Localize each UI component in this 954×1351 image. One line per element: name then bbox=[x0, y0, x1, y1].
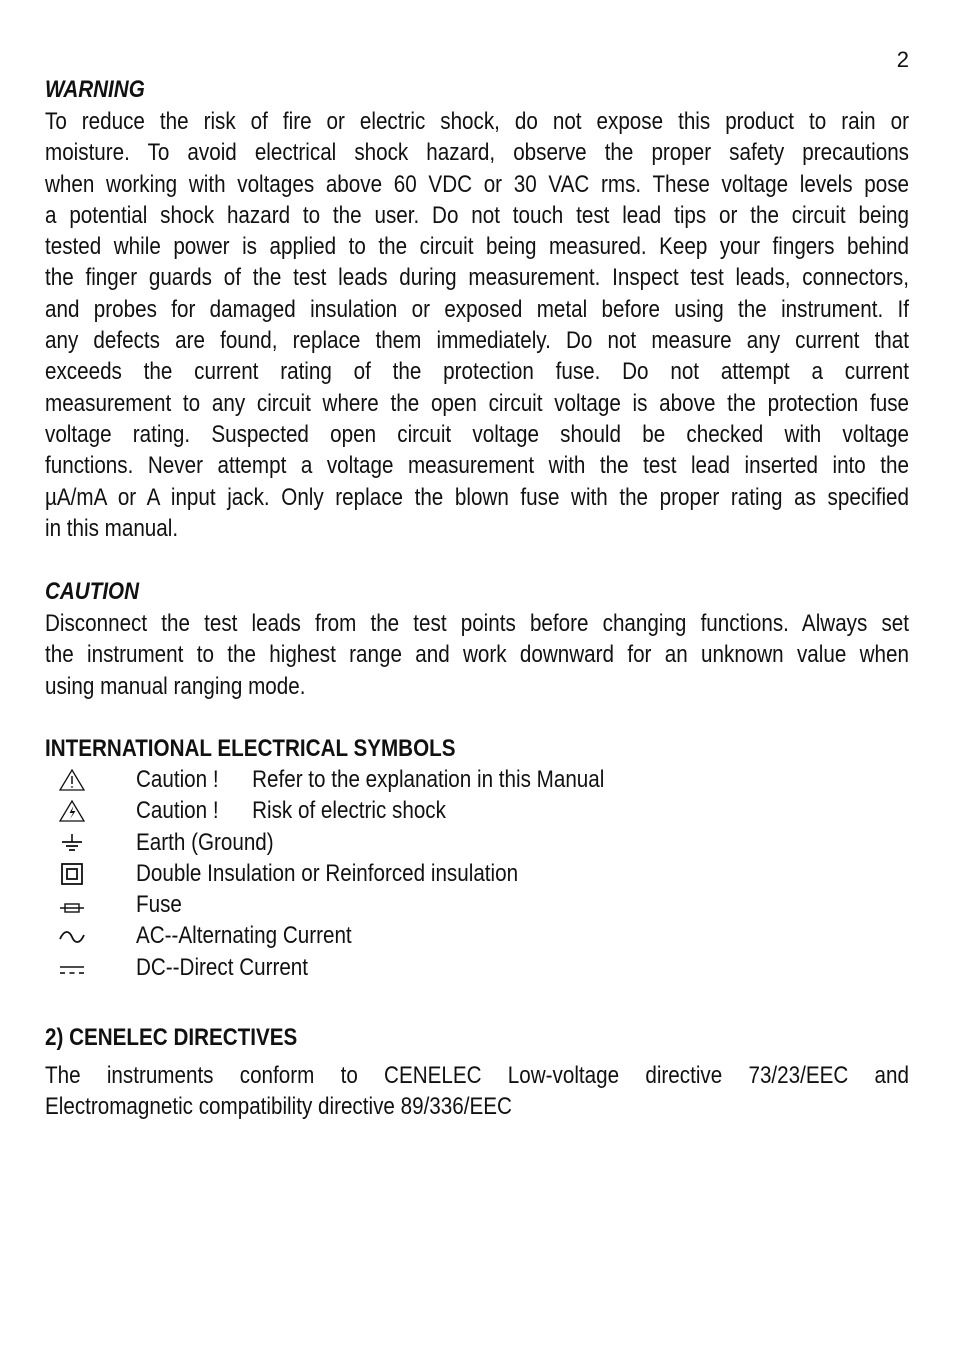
symbol-description: Refer to the explanation in this Manual bbox=[252, 766, 605, 793]
earth-ground-icon bbox=[57, 831, 87, 855]
symbol-label: Earth (Ground) bbox=[136, 828, 274, 856]
symbols-list bbox=[45, 764, 909, 983]
warning-line: in this manual. bbox=[45, 514, 179, 542]
symbol-row bbox=[45, 889, 909, 920]
warning-line: µA/mA or A input jack. Only replace the blown fuse with the proper rating as specified bbox=[45, 483, 909, 511]
symbol-label: Double Insulation or Reinforced insulation bbox=[136, 859, 519, 887]
cenelec-paragraph bbox=[45, 1060, 909, 1123]
electric-shock-icon bbox=[57, 799, 87, 823]
symbols-heading: INTERNATIONAL ELECTRICAL SYMBOLS bbox=[45, 735, 456, 762]
symbol-row bbox=[45, 858, 909, 889]
double-insulation-icon bbox=[57, 862, 87, 886]
cenelec-line: The instruments conform to CENELEC Low-voltage directive 73/23/EEC and bbox=[45, 1062, 909, 1089]
warning-line: voltage rating. Suspected open circuit voltage should be checked with voltage bbox=[45, 420, 909, 448]
dc-icon bbox=[57, 956, 87, 980]
symbol-label: AC--Alternating Current bbox=[136, 922, 352, 950]
warning-line: To reduce the risk of fire or electric shock, do not expose this product to rain or bbox=[45, 108, 909, 135]
symbol-label: Caution ! bbox=[136, 766, 219, 793]
cenelec-line: Electromagnetic compatibility directive 89/336/EEC bbox=[45, 1093, 512, 1121]
warning-line: exceeds the current rating of the protection fuse. Do not attempt a current bbox=[45, 358, 909, 386]
caution-triangle-icon bbox=[57, 768, 87, 792]
symbol-label: Fuse bbox=[136, 891, 182, 919]
warning-line: functions. Never attempt a voltage measurement with the test lead inserted into the bbox=[45, 452, 909, 480]
caution-paragraph bbox=[45, 608, 909, 702]
ac-icon bbox=[57, 924, 87, 948]
caution-line: using manual ranging mode. bbox=[45, 672, 306, 700]
symbol-row bbox=[45, 827, 909, 858]
warning-line: measurement to any circuit where the open circuit voltage is above the protection fuse bbox=[45, 389, 909, 417]
warning-paragraph bbox=[45, 106, 909, 544]
caution-line: Disconnect the test leads from the test points before changing functions. Always set bbox=[45, 610, 909, 637]
warning-line: a potential shock hazard to the user. Do not touch test lead tips or the circuit being bbox=[45, 201, 909, 229]
warning-line: moisture. To avoid electrical shock hazard, observe the proper safety precautions bbox=[45, 139, 909, 167]
warning-line: tested while power is applied to the circuit being measured. Keep your fingers behind bbox=[45, 233, 909, 261]
symbol-row bbox=[45, 795, 909, 826]
symbol-description: Risk of electric shock bbox=[252, 797, 446, 825]
page-number: 2 bbox=[896, 47, 909, 72]
fuse-icon bbox=[57, 893, 87, 917]
cenelec-heading: 2) CENELEC DIRECTIVES bbox=[45, 1024, 298, 1051]
caution-line: the instrument to the highest range and work downward for an unknown value when bbox=[45, 641, 909, 669]
warning-line: any defects are found, replace them immediately. Do not measure any current that bbox=[45, 327, 909, 355]
warning-line: the finger guards of the test leads during measurement. Inspect test leads, connectors, bbox=[45, 264, 909, 292]
symbol-row bbox=[45, 764, 909, 795]
warning-heading: WARNING bbox=[45, 76, 145, 103]
symbol-label: DC--Direct Current bbox=[136, 953, 309, 981]
symbol-row bbox=[45, 920, 909, 951]
caution-heading: CAUTION bbox=[45, 578, 140, 605]
symbol-row bbox=[45, 952, 909, 983]
warning-line: and probes for damaged insulation or exposed metal before using the instrument. If bbox=[45, 295, 909, 323]
symbol-label: Caution ! bbox=[136, 797, 219, 825]
warning-line: when working with voltages above 60 VDC or 30 VAC rms. These voltage levels pose bbox=[45, 170, 909, 198]
